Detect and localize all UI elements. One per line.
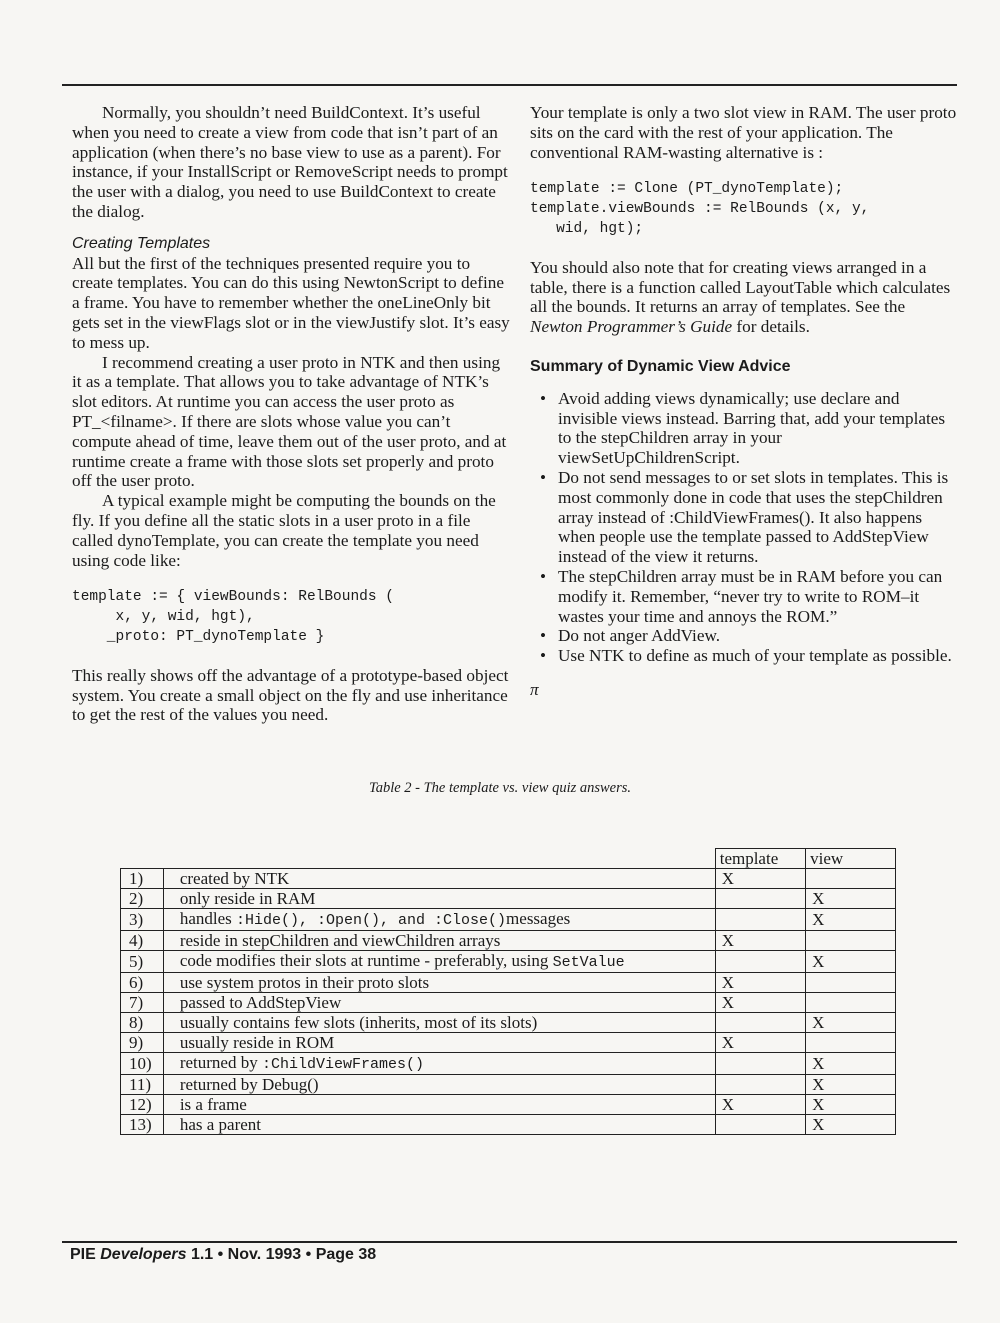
right-paragraph-2 [530,258,958,337]
row-description-text: handles [179,909,236,928]
page-footer [70,1246,376,1264]
table-row [121,869,896,889]
template-mark [715,1115,805,1135]
code-block-template-frame: template := { viewBounds: RelBounds ( x, y, wid, hgt), _proto: PT_dynoTemplate } [72,589,394,645]
row-number: 10) [121,1053,164,1075]
view-mark [806,973,896,993]
table-row [121,973,896,993]
view-mark: X [806,909,896,931]
template-mark [715,1013,805,1033]
right-column [530,103,958,700]
row-description [163,909,715,931]
table-row [121,951,896,973]
footer-developers: Developers [100,1246,187,1263]
template-mark: X [715,1095,805,1115]
row-description-code: :ChildViewFrames() [261,1056,424,1073]
template-mark: X [715,973,805,993]
row-description: reside in stepChildren and viewChildren arrays [163,931,715,951]
view-mark [806,1033,896,1053]
footer-issue-page: 1.1 • Nov. 1993 • Page 38 [186,1246,377,1263]
left-column [72,103,512,725]
template-mark [715,909,805,931]
row-number: 8) [121,1013,164,1033]
advice-item: • Do not anger AddView. [530,626,958,646]
row-number: 11) [121,1075,164,1095]
footer-pie: PIE [70,1246,101,1263]
view-mark: X [806,1115,896,1135]
row-number: 3) [121,909,164,931]
view-mark: X [806,951,896,973]
template-mark: X [715,931,805,951]
table-row [121,1033,896,1053]
section-heading-creating-templates: Creating Templates [72,234,211,252]
template-mark: X [715,993,805,1013]
row-description: only reside in RAM [163,889,715,909]
left-paragraph-4: A typical example might be computing the bounds on the fly. If you define all the static slots in a user proto in a file called dynoTemplate, you can create the template you need using code like: [72,491,496,570]
row-description: has a parent [163,1115,715,1135]
column-header-template: template [715,849,805,869]
header-blank-cell [121,849,716,869]
bottom-rule [62,1241,957,1243]
row-description: usually reside in ROM [163,1033,715,1053]
template-mark [715,1053,805,1075]
row-number: 5) [121,951,164,973]
advice-item: • Use NTK to define as much of your template as possible. [530,646,958,666]
view-mark [806,931,896,951]
row-number: 13) [121,1115,164,1135]
end-mark-pi: π [530,679,539,699]
row-number: 9) [121,1033,164,1053]
left-paragraph-2: All but the first of the techniques presented require you to create templates. You can do this using NewtonScript to define a frame. You have to remember whether the oneLineOnly bit gets set in the viewFlags slot or in the viewJustify slot. It’s easy to mess up. [72,253,510,352]
row-description-code: SetValue [552,954,625,971]
table-row [121,931,896,951]
row-description-text: messages [506,909,571,928]
table-row [121,1053,896,1075]
book-title: Newton Programmer’s Guide [530,317,733,337]
template-mark [715,1075,805,1095]
advice-list [530,389,958,666]
row-description [163,951,715,973]
row-description: returned by Debug() [163,1075,715,1095]
row-number: 2) [121,889,164,909]
view-mark: X [806,1013,896,1033]
table-row [121,1013,896,1033]
row-description: passed to AddStepView [163,993,715,1013]
table-body [121,869,896,1135]
table-row [121,909,896,931]
advice-item: • Do not send messages to or set slots in templates. This is most commonly done in code that uses the stepChildren array instead of :ChildViewFrames(). It also happens when people use the template passed to AddStepView instead of the view it returns. [530,468,958,567]
row-number: 6) [121,973,164,993]
row-description: is a frame [163,1095,715,1115]
table-caption: Table 2 - The template vs. view quiz answers. [368,780,632,796]
row-description-text: code modifies their slots at runtime - preferably, using [179,951,553,970]
table-row [121,1095,896,1115]
table-row [121,1075,896,1095]
left-paragraph-5: This really shows off the advantage of a prototype-based object system. You create a small object on the fly and use inheritance to get the rest of the values you need. [72,665,509,725]
table-header-row [121,849,896,869]
advice-item: • The stepChildren array must be in RAM before you can modify it. Remember, “never try to write to ROM–it wastes your time and annoys the ROM.” [530,567,958,626]
table-row [121,889,896,909]
template-mark: X [715,869,805,889]
row-number: 7) [121,993,164,1013]
row-description: use system protos in their proto slots [163,973,715,993]
code-block-clone: template := Clone (PT_dynoTemplate); template.viewBounds := RelBounds (x, y, wid, hgt); [530,181,870,237]
right-paragraph-1: Your template is only a two slot view in RAM. The user proto sits on the card with the rest of your application. The conventional RAM-wasting alternative is : [530,103,957,162]
left-paragraph-3: I recommend creating a user proto in NTK and then using it as a template. That allows you to take advantage of NTK’s slot editors. At runtime you can access the user proto as PT_<filname>. If there are slots whose value you can’t compute ahead of time, leave them out of the user proto, and at runtime create a frame with those slots set properly and proto off the user proto. [72,352,507,491]
view-mark: X [806,889,896,909]
view-mark [806,869,896,889]
advice-item: • Avoid adding views dynamically; use declare and invisible views instead. Barring that, add your templates to the stepChildren array in your viewSetUpChildrenScript. [530,389,958,468]
top-rule [62,84,957,86]
right-paragraph-2-text-a: You should also note that for creating views arranged in a table, there is a function called LayoutTable which calculates all the bounds. It returns an array of templates. See the [530,257,951,317]
view-mark [806,993,896,1013]
row-description: created by NTK [163,869,715,889]
quiz-answers-table [120,848,896,1135]
column-header-view: view [806,849,896,869]
template-mark [715,889,805,909]
template-mark [715,951,805,973]
row-description: usually contains few slots (inherits, most of its slots) [163,1013,715,1033]
right-paragraph-2-text-b: for details. [732,317,810,337]
view-mark: X [806,1095,896,1115]
view-mark: X [806,1053,896,1075]
row-description [163,1053,715,1075]
row-number: 4) [121,931,164,951]
left-paragraph-1: Normally, you shouldn’t need BuildContext. It’s useful when you need to create a view from code that isn’t part of an application (when there’s no base view to use as a parent). For instance, if your InstallScript or RemoveScript needs to prompt the user with a dialog, you need to use BuildContext to create the dialog. [72,103,508,221]
template-mark: X [715,1033,805,1053]
row-description-text: returned by [179,1053,262,1072]
row-description-code: :Hide(), :Open(), and :Close() [236,912,507,929]
table-row [121,1115,896,1135]
view-mark: X [806,1075,896,1095]
row-number: 1) [121,869,164,889]
table-row [121,993,896,1013]
section-heading-summary: Summary of Dynamic View Advice [530,357,791,375]
row-number: 12) [121,1095,164,1115]
